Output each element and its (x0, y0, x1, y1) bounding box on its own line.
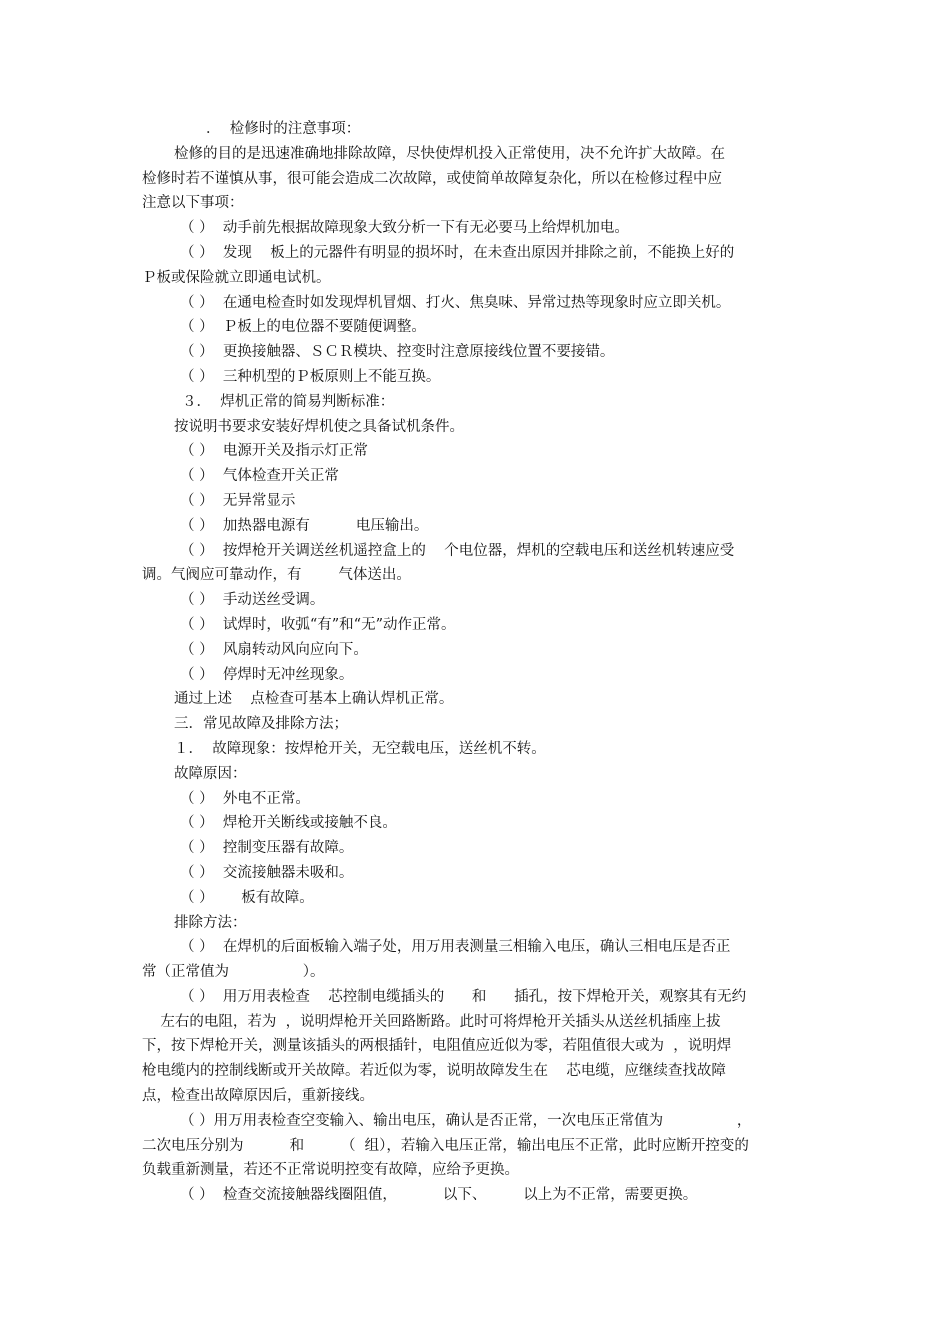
list-item: （ ） 检查交流接触器线圈阻值， 以下、 以上为不正常，需要更换。 (180, 1187, 698, 1204)
paragraph-line: Ｐ板或保险就立即通电试机。 (142, 269, 331, 286)
list-item: （ ） 在通电检查时如发现焊机冒烟、打火、焦臭味、异常过热等现象时应立即关机。 (180, 294, 731, 311)
paragraph-line: 通过上述 点检查可基本上确认焊机正常。 (174, 691, 454, 708)
list-item: （ ） 发现 板上的元器件有明显的损坏时，在未查出原因并排除之前，不能换上好的 (180, 244, 735, 261)
list-item: （ ） 动手前先根据故障现象大致分析一下有无必要马上给焊机加电。 (180, 220, 629, 237)
paragraph-line: 二次电压分别为 和 （ 组），若输入电压正常，输出电压不正常，此时应断开控变的 (142, 1137, 749, 1154)
list-item: （ ） 在焊机的后面板输入端子处，用万用表测量三相输入电压，确认三相电压是否正 (180, 939, 731, 956)
list-item: （ ） 外电不正常。 (180, 790, 310, 807)
paragraph-line: 点，检查出故障原因后，重新接线。 (142, 1088, 374, 1105)
paragraph-line: 检修的目的是迅速准确地排除故障，尽快使焊机投入正常使用，决不允许扩大故障。在 (174, 145, 725, 162)
list-item: （ ） 焊枪开关断线或接触不良。 (180, 815, 397, 832)
list-item: （ ） 按焊枪开关调送丝机遥控盒上的 个电位器，焊机的空载电压和送丝机转速应受 (180, 542, 735, 559)
paragraph-line: 检修时若不谨慎从事，很可能会造成二次故障，或使简单故障复杂化，所以在检修过程中应 (142, 170, 722, 187)
list-item: （ ） 控制变压器有故障。 (180, 840, 354, 857)
paragraph-line: 负载重新测量，若还不正常说明控变有故障，应给予更换。 (142, 1162, 519, 1179)
list-item: （ ） 板有故障。 (180, 889, 314, 906)
list-item: （ ） 手动送丝受调。 (180, 592, 325, 609)
section-heading: 三．常见故障及排除方法； (174, 716, 348, 733)
list-item: （ ） 试焊时，收弧“有”和“无”动作正常。 (180, 616, 456, 633)
section-heading: ３． 焊机正常的简易判断标准： (182, 393, 395, 410)
paragraph-line: 注意以下事项： (142, 195, 244, 212)
paragraph-line: 故障原因： (174, 765, 247, 782)
list-item: （ ） 无异常显示 (180, 492, 296, 509)
list-item: （ ） 交流接触器未吸和。 (180, 864, 354, 881)
list-item: （ ）用万用表检查空变输入、输出电压，确认是否正常，一次电压正常值为 ， (180, 1112, 752, 1129)
list-item: （ ） 三种机型的Ｐ板原则上不能互换。 (180, 368, 441, 385)
paragraph-line: 排除方法： (174, 914, 247, 931)
paragraph-line: 枪电缆内的控制线断或开关故障。若近似为零，说明故障发生在 芯电缆，应继续查找故障 (142, 1063, 726, 1080)
paragraph-line: 按说明书要求安装好焊机使之具备试机条件。 (174, 418, 464, 435)
list-item: （ ） 风扇转动风向应向下。 (180, 641, 368, 658)
list-item: （ ） 更换接触器、ＳＣＲ模块、控变时注意原接线位置不要接错。 (180, 344, 615, 361)
list-item: （ ） 用万用表检查 芯控制电缆插头的 和 插孔，按下焊枪开关，观察其有无约 (180, 988, 747, 1005)
list-item: （ ） 电源开关及指示灯正常 (180, 443, 368, 460)
list-item: （ ） 气体检查开关正常 (180, 468, 339, 485)
section-heading: ． 检修时的注意事项： (206, 121, 361, 137)
list-item: （ ） 加热器电源有 电压输出。 (180, 517, 429, 534)
paragraph-line: 下，按下焊枪开关，测量该插头的两根插针，电阻值应近似为零，若阻值很大或为 ，说明焊 (142, 1038, 732, 1055)
subsection-heading: １． 故障现象：按焊枪开关，无空载电压，送丝机不转。 (174, 740, 546, 757)
paragraph-line: 调。气阀应可靠动作，有 气体送出。 (142, 567, 411, 584)
list-item: （ ） Ｐ板上的电位器不要随便调整。 (180, 319, 426, 336)
document-body (142, 117, 812, 1208)
paragraph-line: 常（正常值为 ）。 (142, 964, 325, 981)
paragraph-line: 左右的电阻，若为 ，说明焊枪开关回路断路。此时可将焊枪开关插头从送丝机插座上拔 (142, 1013, 721, 1030)
list-item: （ ） 停焊时无冲丝现象。 (180, 666, 354, 683)
